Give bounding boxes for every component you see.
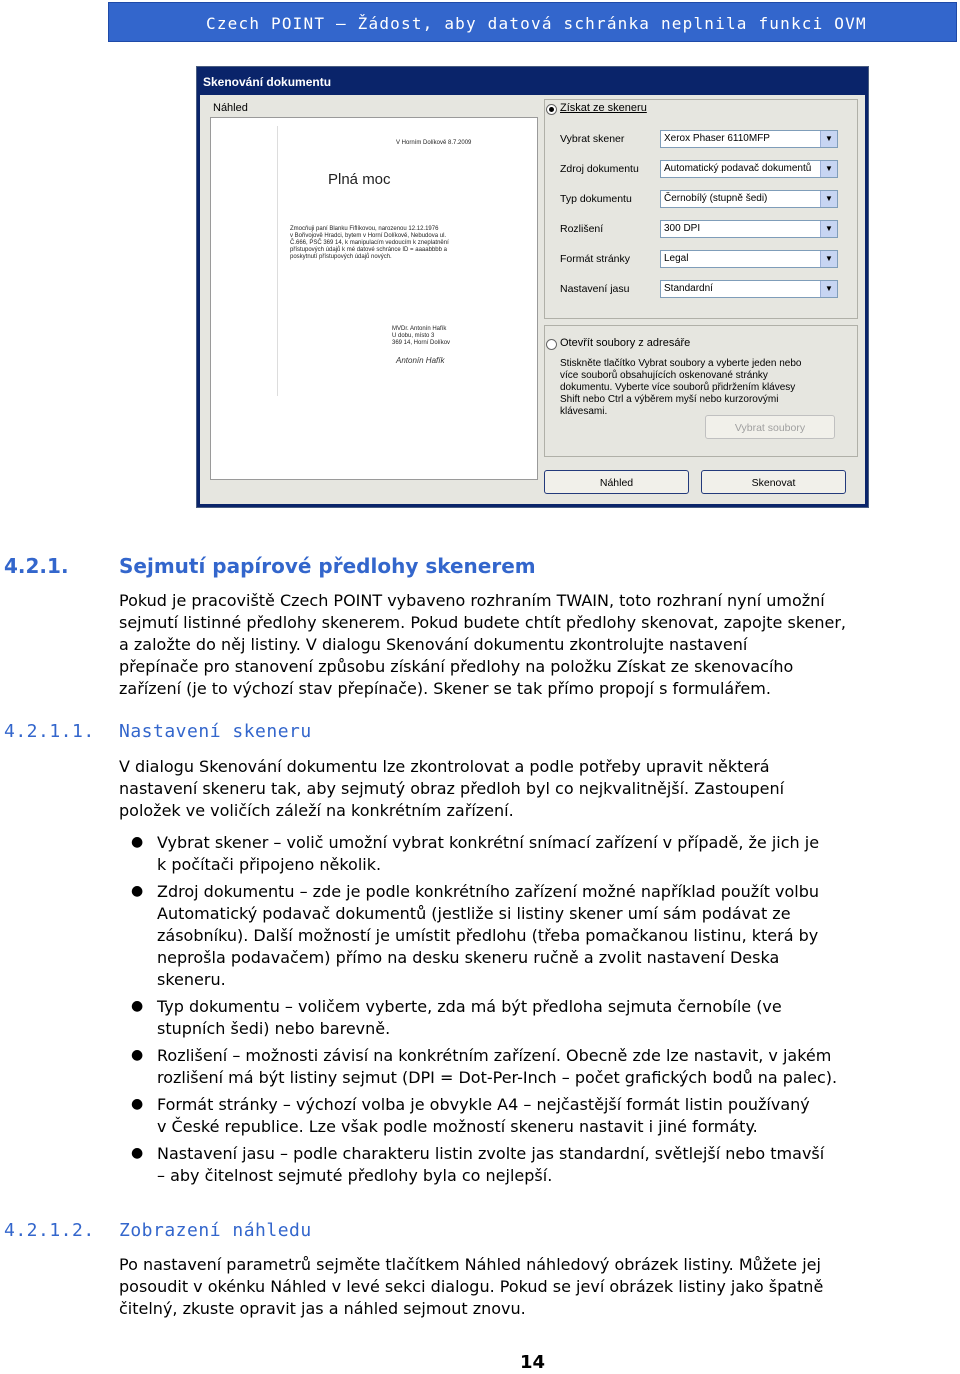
paragraph-line: V dialogu Skenování dokumentu lze zkontrolovat a podle potřeby upravit některá [119, 757, 770, 776]
paragraph-line: přepínače pro stanovení způsobu získání předlohy na položku Získat ze skenovacího [119, 657, 794, 676]
doc-place-date: V Horním Dolíkově 8.7.2009 [396, 140, 472, 146]
doc-heading: Plná moc [328, 171, 391, 188]
preview-document [277, 126, 479, 396]
document-header [108, 2, 957, 42]
format-select[interactable] [660, 250, 838, 268]
bullet-line: – aby čitelnost sejmuté předlohy byla co nejlepší. [157, 1166, 553, 1185]
bullet-line: Vybrat skener – volič umožní vybrat konkrétní snímací zařízení v případě, že jich je [157, 833, 820, 852]
bullet-dot: ● [131, 834, 144, 850]
bullet-dot: ● [131, 1096, 144, 1112]
bullet-line: Rozlišení – možnosti závisí na konkrétním zařízení. Obecně zde lze nastavit, v jakém [157, 1046, 832, 1065]
bullet-line: Formát stránky – výchozí volba je obvykle A4 – nejčastější formát listin používaný [157, 1095, 810, 1114]
files-info-text: Stiskněte tlačítko Vybrat soubory a vyberte jeden nebo více souborů obsahujících oskenované stránky dokumentu. Vyberte více souborů přidržením klávesy Shift nebo Ctrl a výběrem myší nebo kurzorovými klávesami. [560, 358, 802, 417]
bullet-line: stupních šedi) nebo barevně. [157, 1019, 391, 1038]
doc-line: Č.666, PSČ 369 14, k manipulacím vedoucím k zneplatnění [290, 240, 449, 246]
chevron-down-icon: ▼ [820, 281, 837, 297]
subsection-title: Zobrazení náhledu [119, 1220, 312, 1241]
paragraph-line: položek ve voličích záleží na konkrétním zařízení. [119, 801, 514, 820]
bullet-line: k počítači připojeno několik. [157, 855, 382, 874]
bullet-line: rozlišení má být listiny sejmut (DPI = Dot-Per-Inch – počet grafických bodů na palec). [157, 1068, 838, 1087]
subsection-number: 4.2.1.1. [4, 721, 95, 742]
files-radio[interactable] [546, 339, 557, 350]
doc-sign-line: U dobu, místo 3 [392, 333, 435, 339]
dialog-body [200, 95, 865, 504]
preview-label: Náhled [213, 102, 248, 114]
paragraph-line: čitelný, zkuste opravit jas a náhled sejmout znovu. [119, 1299, 526, 1318]
doc-line: Zmocňuji paní Blanku Fiflíkovou, narozenou 12.12.1976 [290, 226, 439, 232]
field-label-brightness: Nastavení jasu [560, 283, 630, 295]
field-label-format: Formát stránky [560, 253, 631, 265]
paragraph-line: Po nastavení parametrů sejměte tlačítkem Náhled náhledový obrázek listiny. Můžete jej [119, 1255, 821, 1274]
bullet-line: Nastavení jasu – podle charakteru listin zvolte jas standardní, světlejší nebo tmavší [157, 1144, 825, 1163]
scanner-radio-label: Získat ze skeneru [560, 102, 647, 114]
bullet-line: neprošla podavačem) přímo na desku skeneru ručně a zvolit nastavení Deska [157, 948, 780, 967]
paragraph-line: Pokud je pracoviště Czech POINT vybaveno rozhraním TWAIN, toto rozhraní nyní umožní [119, 591, 825, 610]
chevron-down-icon: ▼ [820, 131, 837, 147]
bullet-line: skeneru. [157, 970, 226, 989]
scan-button[interactable]: Skenovat [701, 470, 846, 494]
scanner-radio[interactable] [546, 104, 557, 115]
paragraph-line: posoudit v okénku Náhled v levé sekci dialogu. Pokud se jeví obrázek listiny jako špatně [119, 1277, 824, 1296]
bullet-line: Zdroj dokumentu – zde je podle konkrétního zařízení možné například použít volbu [157, 882, 820, 901]
source-select[interactable] [660, 160, 838, 178]
scan-dialog-screenshot [196, 66, 869, 508]
doc-sign-line: MVDr. Antonín Hafík [392, 326, 447, 332]
chevron-down-icon: ▼ [820, 191, 837, 207]
chevron-down-icon: ▼ [820, 221, 837, 237]
subsection-title: Nastavení skeneru [119, 721, 312, 742]
bullet-line: Automatický podavač dokumentů (jestliže si listiny skener umí sám podávat ze [157, 904, 791, 923]
brightness-select[interactable] [660, 280, 838, 298]
brightness-select-value: Standardní [664, 283, 713, 294]
paragraph-line: sejmutí listinné předlohy skenerem. Pokud budete chtít předlohy skenovat, zapojte skener, [119, 613, 847, 632]
preview-button[interactable]: Náhled [544, 470, 689, 494]
select-files-button[interactable]: Vybrat soubory [705, 415, 835, 439]
bullet-dot: ● [131, 1047, 144, 1063]
bullet-dot: ● [131, 1145, 144, 1161]
paragraph-line: zařízení (je to výchozí stav přepínače). Skener se tak přímo propojí s formulářem. [119, 679, 771, 698]
resolution-select-value: 300 DPI [664, 223, 701, 234]
doc-sign-line: 369 14, Horní Dolíkov [392, 340, 451, 346]
scanner-select[interactable] [660, 130, 838, 148]
type-select[interactable] [660, 190, 838, 208]
paragraph-line: nastavení skeneru tak, aby sejmutý obraz předloh byl co nejkvalitnější. Zastoupení [119, 779, 785, 798]
header-title: Czech POINT – Žádost, aby datová schránka neplnila funkci OVM [206, 14, 867, 33]
doc-line: v Bořivojově Hradci, bytem v Horní Dolíkově, Nebudova ul. [290, 233, 447, 239]
field-label-scanner: Vybrat skener [560, 133, 625, 145]
chevron-down-icon: ▼ [820, 251, 837, 267]
field-label-resolution: Rozlišení [560, 223, 604, 235]
chevron-down-icon: ▼ [820, 161, 837, 177]
bullet-line: Typ dokumentu – voličem vyberte, zda má být předloha sejmuta černobíle (ve [157, 997, 782, 1016]
paragraph-line: a založte do něj listiny. V dialogu Skenování dokumentu zkontrolujte nastavení [119, 635, 748, 654]
dialog-title: Skenování dokumentu [203, 75, 332, 89]
preview-area [210, 117, 538, 480]
section-number: 4.2.1. [4, 554, 69, 578]
field-label-type: Typ dokumentu [560, 193, 632, 205]
page-number: 14 [520, 1352, 546, 1373]
type-select-value: Černobílý (stupně šedi) [664, 193, 768, 204]
bullet-dot: ● [131, 998, 144, 1014]
scanner-select-value: Xerox Phaser 6110MFP [664, 133, 770, 144]
field-label-source: Zdroj dokumentu [560, 163, 639, 175]
doc-signature: Antonín Hafík [396, 356, 445, 365]
doc-line: poskytnutí přístupových údajů nových. [290, 254, 392, 260]
source-select-value: Automatický podavač dokumentů [664, 163, 812, 174]
section-title: Sejmutí papírové předlohy skenerem [119, 554, 536, 578]
doc-line: přístupových údajů k mé datové schránce ID = aaaabbbb a [290, 247, 447, 253]
bullet-dot: ● [131, 883, 144, 899]
bullet-line: v České republice. Lze však podle možností skeneru nastavit i jiné formáty. [157, 1117, 758, 1136]
files-radio-label: Otevřít soubory z adresáře [560, 337, 691, 349]
format-select-value: Legal [664, 253, 689, 264]
bullet-line: zásobníku). Další možností je umístit předlohu (třeba pomačkanou listinu, která by [157, 926, 819, 945]
resolution-select[interactable] [660, 220, 838, 238]
subsection-number: 4.2.1.2. [4, 1220, 95, 1241]
